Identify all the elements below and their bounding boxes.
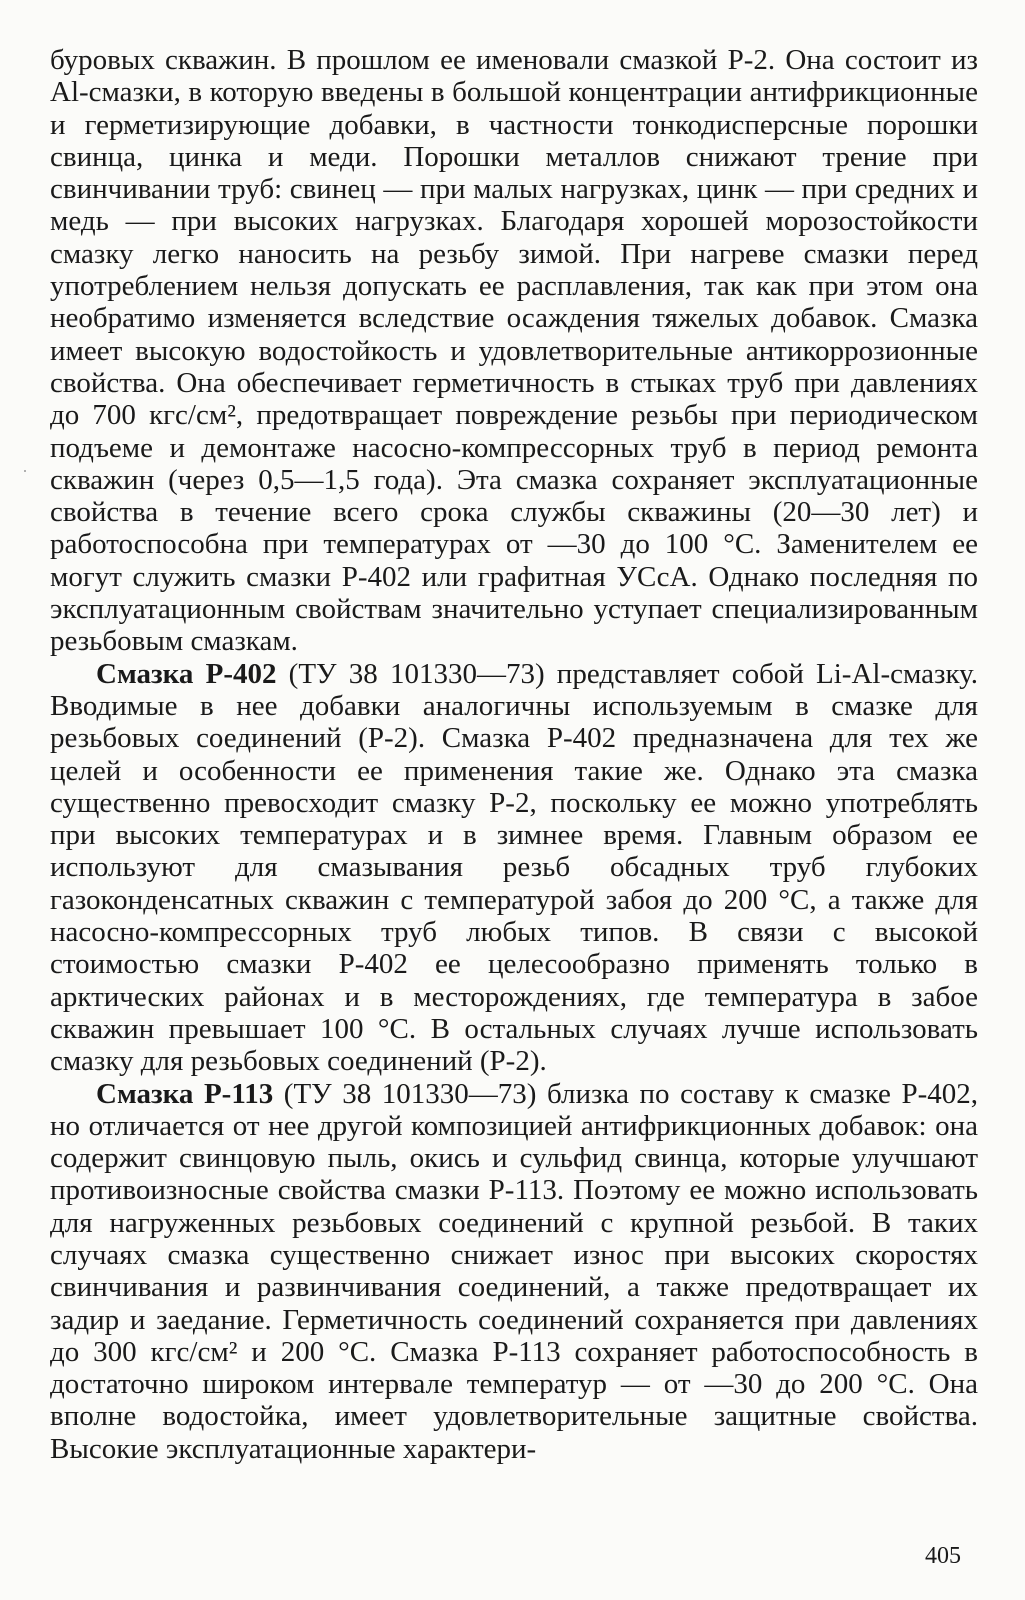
paragraph-lead-r402: Смазка Р-402: [96, 657, 277, 690]
page-number: 405: [925, 1543, 961, 1569]
body-text: [50, 44, 978, 1465]
paragraph-body: буровых скважин. В прошлом ее именовали смазкой Р-2. Она состоит из Al-смазки, в которую введены в большой концентрации антифрикционные и герметизирующие добавки, в частности тонкодисперсные порошки свинца, цинка и меди. Порошки металлов снижают трение при свинчивании труб: свинец — при малых нагрузках, цинк — при средних и медь — при высоких нагрузках. Благодаря хорошей морозостойкости смазку легко наносить на резьбу зимой. При нагреве смазки перед употреблением нельзя допускать ее расплавления, так как при этом она необратимо изменяется вследствие осаждения тяжелых добавок. Смазка имеет высокую водостойкость и удовлетворительные антикоррозионные свойства. Она обеспечивает герметичность в стыках труб при давлениях до 700 кгс/см², предотвращает повреждение резьбы при периодическом подъеме и демонтаже насосно-компрессорных труб в период ремонта скважин (через 0,5—1,5 года). Эта смазка сохраняет эксплуатационные свойства в течение всего срока службы скважины (20—30 лет) и работоспособна при температурах от —30 до 100 °С. Заменителем ее могут служить смазки Р-402 или графитная УСсА. Однако последняя по эксплуатационным свойствам значительно уступает специализированным резьбовым смазкам.: [50, 44, 978, 658]
scan-margin-mark: [24, 470, 26, 472]
paragraph-r402: [50, 658, 978, 1078]
paragraph-lead-r113: Смазка Р-113: [96, 1077, 274, 1110]
paragraph-continuation: [50, 44, 978, 658]
paragraph-body: (ТУ 38 101330—73) представляет собой Li-Al-смазку. Вводимые в нее добавки аналогичны используемым в смазке для резьбовых соединений (Р-2). Смазка Р-402 предназначена для тех же целей и особенности ее применения такие же. Однако эта смазка существенно превосходит смазку Р-2, поскольку ее можно употреблять при высоких температурах и в зимнее время. Главным образом ее используют для смазывания резьб обсадных труб глубоких газоконденсатных скважин с температурой забоя до 200 °С, а также для насосно-компрессорных труб любых типов. В связи с высокой стоимостью смазки Р-402 ее целесообразно применять только в арктических районах и в месторождениях, где температура в забое скважин превышает 100 °С. В остальных случаях лучше использовать смазку для резьбовых соединений (Р-2).: [50, 657, 978, 1078]
paragraph-body: (ТУ 38 101330—73) близка по составу к смазке Р-402, но отличается от нее другой композицией антифрикционных добавок: она содержит свинцовую пыль, окись и сульфид свинца, которые улучшают противоизносные свойства смазки Р-113. Поэтому ее можно использовать для нагруженных резьбовых соединений с крупной резьбой. В таких случаях смазка существенно снижает износ при высоких скоростях свинчивания и развинчивания соединений, а также предотвращает их задир и заедание. Герметичность соединений сохраняется при давлениях до 300 кгс/см² и 200 °С. Смазка Р-113 сохраняет работоспособность в достаточно широком интервале температур — от —30 до 200 °С. Она вполне водостойка, имеет удовлетворительные защитные свойства. Высокие эксплуатационные характери-: [50, 1077, 978, 1465]
paragraph-r113: [50, 1078, 978, 1466]
